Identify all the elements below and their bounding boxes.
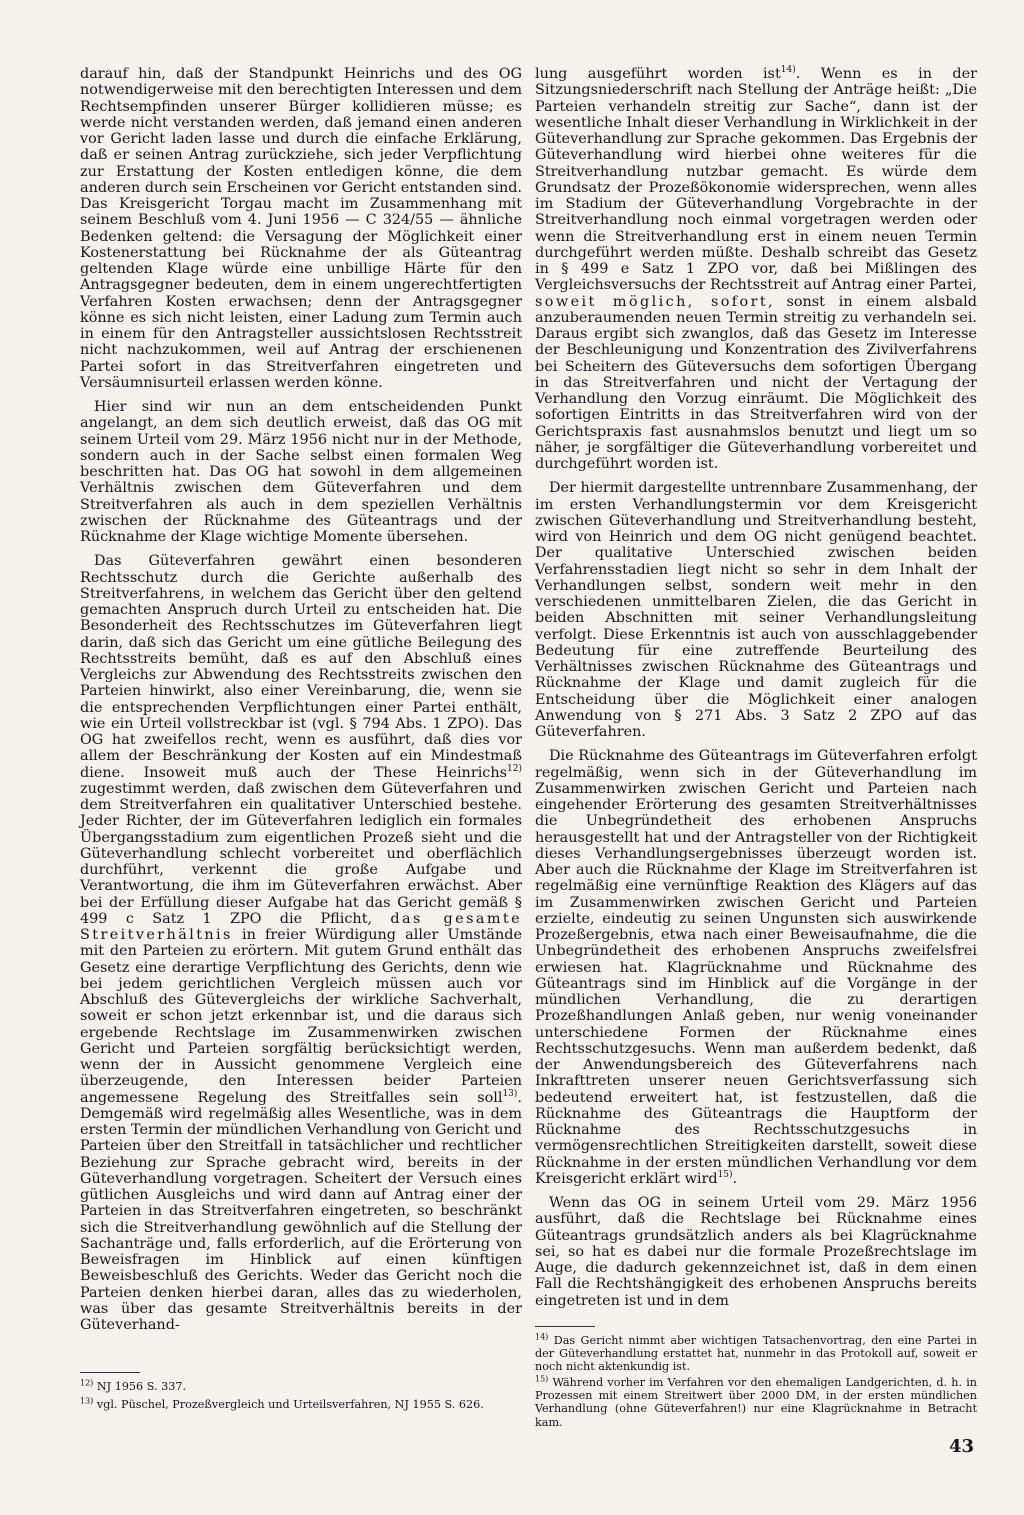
text-run: in freier Würdigung aller Umstände mit den Parteien zu erörtern. Mit gutem Grund enthält das Gesetz eine derartige Verpflichtung des Gerichts, denn wie bei jedem gerichtlichen Vergleich müssen auch vor Abschluß des Gütevergleichs der wirkliche Sachverhalt, soweit er schon jetzt erkennbar ist, und die daraus sich ergebende Rechtslage im Zusammenwirken zwischen Gericht und Parteien sorgfältig berücksichtigt werden, wenn der in Aussicht genommene Vergleich eine überzeugende, den Interessen beider Parteien angemessene Regelung des Streitfalles sein soll bbox=[80, 927, 522, 1106]
text-run: . bbox=[732, 1170, 738, 1187]
left-column bbox=[80, 66, 522, 1333]
paragraph: Hier sind wir nun an dem entscheidenden Punkt angelangt, an dem sich deutlich erweist, daß das OG mit seinem Urteil vom 29. März 1956 nicht nur in der Methode, sondern auch in der Sache selbst einen formalen Weg beschritten hat. Das OG hat sowohl in dem allgemeinen Verhältnis zwischen dem Güteverfahren und dem Streitverfahren als auch in dem speziellen Verhältnis zwischen der Rücknahme des Güteantrags und der Rücknahme der Klage wichtige Momente übersehen. bbox=[80, 399, 522, 545]
paragraph: darauf hin, daß der Standpunkt Heinrichs und des OG notwendigerweise mit den berechtigten Interessen und dem Rechtsempfinden unserer Bürger kollidieren müsse; es werde nicht verstanden werden, daß jemand einen anderen vor Gericht laden lasse und durch die einfache Erklärung, daß er seinen Antrag zurückziehe, sich jeder Verpflichtung zur Erstattung der Kosten entledigen könne, die dem anderen durch sein Erscheinen vor Gericht entstanden sind. Das Kreisgericht Torgau macht im Zusammenhang mit seinem Beschluß vom 4. Juni 1956 — C 324/55 — ähnliche Bedenken geltend: die Versagung der Möglichkeit einer Kostenerstattung bei Rücknahme der als Güteantrag geltenden Klage würde eine unbillige Härte für den Antragsgegner bedeuten, dem in einem ungerechtfertigten Verfahren Kosten erwachsen; denn der Antragsgegner könne es sich nicht leisten, einer Ladung zum Termin auch in einem für den Antragsteller aussichtslosen Rechtsstreit nicht nachzukommen, weil auf Antrag der erschienenen Partei sofort in das Streitverfahren eingetreten und Versäumnisurteil erlassen werden könne. bbox=[80, 66, 522, 391]
footnote bbox=[535, 1376, 977, 1429]
text-run: lung ausgeführt worden ist bbox=[535, 66, 781, 82]
footnote-mark: 14) bbox=[535, 1332, 549, 1342]
footnote-text: NJ 1956 S. 337. bbox=[93, 1380, 187, 1393]
footnote-ref: 12) bbox=[507, 763, 522, 774]
footnote-rule bbox=[80, 1372, 140, 1373]
text-run: Die Rücknahme des Güteantrags im Güteverfahren erfolgt regelmäßig, wenn sich in der Güteverhandlung im Zusammenwirken zwischen Gericht und Parteien nach eingehender Erörterung des gesamten Streitverhältnisses die Unbegründetheit des erhobenen Anspruchs herausgestellt hat und der Antragsteller von der Richtigkeit dieses Verhandlungsergebnisses überzeugt worden ist. Aber auch die Rücknahme der Klage im Streitverfahren ist regelmäßig eine vernünftige Reaktion des Klägers auf das im Zusammenwirken zwischen Gericht und Parteien erzielte, eindeutig zu seinen Ungunsten sich auswirkende Prozeßergebnis, etwa nach einer Beweisaufnahme, die die Unbegründetheit des erhobenen Anspruchs zweifelsfrei erwiesen hat. Klagrücknahme und Rücknahme des Güteantrags sind im Hinblick auf die Vorgänge in der mündlichen Verhandlung, die zu derartigen Prozeßhandlungen Anlaß geben, nur wenig voneinander unterschiedene Formen der Rücknahme eines Rechtsschutzgesuchs. Wenn man außerdem bedenkt, daß der Anwendungsbereich des Güteverfahrens nach Inkrafttreten unserer neuen Gerichtsverfassung sich bedeutend erweitert hat, ist festzustellen, daß die Rücknahme des Güteantrags die Hauptform der Rücknahme des Rechtsschutzgesuchs in vermögensrechtlichen Streitigkeiten darstellt, soweit diese Rücknahme in der ersten mündlichen Verhandlung vor dem Kreisgericht erklärt wird bbox=[535, 748, 977, 1187]
text-run: . Demgemäß wird regelmäßig alles Wesentliche, was in dem ersten Termin der mündlichen Verhandlung von Gericht und Parteien über den Streitfall in tatsächlicher und rechtlicher Beziehung zur Sprache gebracht wird, bereits in der Güteverhandlung vorgetragen. Scheitert der Versuch eines gütlichen Ausgleichs und wird dann auf Antrag einer der Parteien in das Streitverfahren eingetreten, so beschränkt sich die Streitverhandlung gewöhnlich auf die Stellung der Sachanträge und, falls erforderlich, auf die Erörterung von Beweisfragen im Hinblick auf einen künftigen Beweisbeschluß des Gerichts. Weder das Gericht noch die Parteien denken hierbei daran, alles das zu wiederholen, was über das gesamte Streitverhältnis bereits in der Güteverhand- bbox=[80, 1089, 522, 1333]
text-run: . Wenn es in der Sitzungsniederschrift nach Stellung der Anträge heißt: „Die Parteien verhandeln streitig zur Sache“, dann ist der wesentliche Inhalt dieser Verhandlung in Wirklichkeit in der Güteverhandlung zur Sprache gekommen. Das Ergebnis der Güteverhandlung wird hierbei ohne weiteres für die Streitverhandlung nutzbar gemacht. Es würde dem Grundsatz der Prozeßökonomie widersprechen, wenn alles im Stadium der Güteverhandlung Vorgebrachte in der Streitverhandlung noch einmal vorgetragen werden oder wenn die Streitverhandlung erst in einem neuen Termin durchgeführt werden müßte. Deshalb schreibt das Gesetz in § 499 e Satz 1 ZPO vor, daß bei Mißlingen des Vergleichsversuchs der Rechtsstreit auf Antrag einer Partei, bbox=[535, 66, 978, 294]
footnote-mark: 12) bbox=[80, 1378, 94, 1388]
footnote-ref: 14) bbox=[780, 65, 796, 76]
page-number: 43 bbox=[948, 1436, 974, 1457]
spaced-text: soweit möglich, sofort bbox=[535, 293, 769, 310]
footnote-rule bbox=[535, 1326, 595, 1327]
footnote-mark: 13) bbox=[80, 1396, 94, 1406]
paragraph bbox=[535, 748, 977, 1187]
footnote-text: vgl. Püschel, Prozeßvergleich und Urteilsverfahren, NJ 1955 S. 626. bbox=[93, 1398, 484, 1411]
paragraph: Der hiermit dargestellte untrennbare Zusammenhang, der im ersten Verhandlungstermin vor dem Kreisgericht zwischen Güteverhandlung und Streitverhandlung besteht, wird von Heinrich und dem OG nicht genügend beachtet. Der qualitative Unterschied zwischen beiden Verfahrensstadien liegt nicht so sehr in dem Inhalt der Verhandlungen selbst, sondern weit mehr in den verschiedenen unmittelbaren Zielen, die das Gericht in beiden Abschnitten mit seiner Verhandlungsleitung verfolgt. Diese Erkenntnis ist auch von ausschlaggebender Bedeutung für eine zutreffende Beurteilung des Verhältnisses zwischen Rücknahme des Güteantrags und Rücknahme der Klage und damit zugleich für die Entscheidung über die Möglichkeit einer analogen Anwendung von § 271 Abs. 3 Satz 2 ZPO auf das Güteverfahren. bbox=[535, 480, 977, 740]
paragraph bbox=[80, 553, 522, 1333]
right-column bbox=[535, 66, 977, 1309]
footnote-ref: 15) bbox=[717, 1169, 733, 1180]
text-run: , sonst in einem alsbald anzuberaumenden neuen Termin streitig zu verhandeln sei. Daraus ergibt sich zwanglos, daß das Gesetz im Interesse der Beschleunigung und Konzentration des Zivilverfahrens bei Scheitern des Güteversuchs dem sofortigen Übergang in das Streitverfahren und nicht der Vertagung der Verhandlung den Vorzug einräumt. Die Möglichkeit des sofortigen Eintritts in das Streitverfahren wird von der Gerichtspraxis fast ausnahmslos benutzt und liegt um so näher, je sorgfältiger die Güteverhandlung vorbereitet und durchgeführt worden ist. bbox=[535, 293, 977, 472]
text-run: zugestimmt werden, daß zwischen dem Güteverfahren und dem Streitverfahren ein qualitativer Unterschied bestehe. Jeder Richter, der im Güteverfahren lediglich ein formales Übergangsstadium zum eigentlichen Prozeß sieht und die Güteverhandlung schlecht vorbereitet und oberflächlich durchführt, verkennt die große Aufgabe und Verantwortung, die ihm im Güteverfahren erwächst. Aber bei der Erfüllung dieser Aufgabe hat das Gericht gemäß § 499 c Satz 1 ZPO die Pflicht, bbox=[80, 780, 522, 927]
footnote-text: Das Gericht nimmt aber wichtigen Tatsachenvortrag, den eine Partei in der Güteverhandlung erstattet hat, nunmehr in das Protokoll auf, soweit er noch nicht aktenkundig ist. bbox=[535, 1334, 977, 1374]
footnote-text: Während vorher im Verfahren vor den ehemaligen Landgerichten, d. h. in Prozessen mit einem Streitwert über 2000 DM, in der ersten mündlichen Verhandlung (ohne Güteverfahren!) nur eine Klagrücknahme in Betracht kam. bbox=[535, 1376, 977, 1429]
footnote-mark: 15) bbox=[535, 1374, 549, 1384]
text-run: Das Güteverfahren gewährt einen besonderen Rechtsschutz durch die Gerichte außerhalb des Streitverfahrens, in welchem das Gericht über den geltend gemachten Anspruch durch Urteil zu entscheiden hat. Die Besonderheit des Rechtsschutzes im Güteverfahren liegt darin, daß sich das Gericht um eine gütliche Beilegung des Rechtsstreits bemüht, daß es auf den Abschluß eines Vergleichs zur Abwendung des Rechtsstreits zwischen den Parteien hinwirkt, also einer Vereinbarung, die, wenn sie die entsprechenden Verpflichtungen einer Partei enthält, wie ein Urteil vollstreckbar ist (vgl. § 794 Abs. 1 ZPO). Das OG hat zweifellos recht, wenn es ausführt, daß dies vor allem der Beschränkung der Kosten auf ein Mindestmaß diene. Insoweit muß auch der These Heinrichs bbox=[80, 553, 522, 781]
footnote-ref: 13) bbox=[502, 1088, 518, 1099]
paragraph bbox=[535, 66, 977, 472]
spaced-text: das gesamte Streitverhältnis bbox=[80, 910, 522, 943]
footnote bbox=[80, 1398, 522, 1411]
paragraph: Wenn das OG in seinem Urteil vom 29. März 1956 ausführt, daß die Rechtslage bei Rücknahme eines Güteantrags grundsätzlich anders als bei Klagrücknahme sei, so hat es dabei nur die formale Prozeßrechtslage im Auge, die dadurch gekennzeichnet ist, daß in dem einen Fall die Rechtshängigkeit des erhobenen Anspruchs bereits eingetreten ist und in dem bbox=[535, 1195, 977, 1309]
footnote bbox=[80, 1380, 522, 1393]
footnote bbox=[535, 1334, 977, 1374]
